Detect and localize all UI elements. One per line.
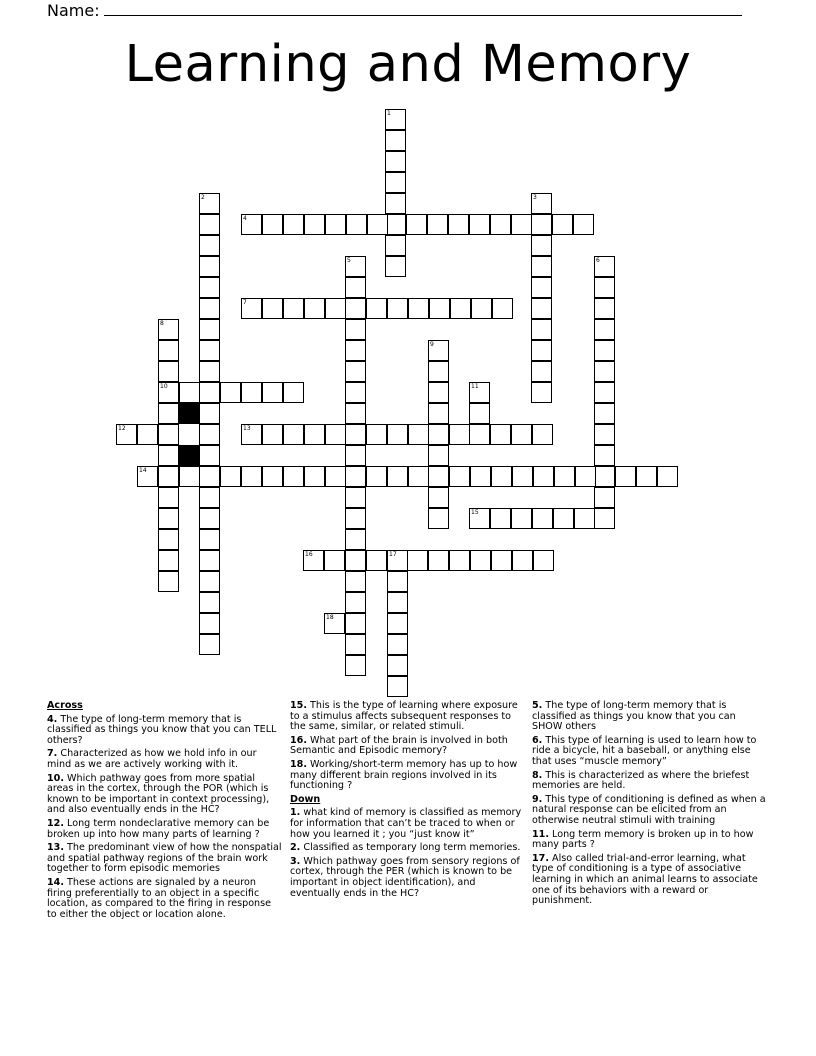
clue-number-label: 8. bbox=[532, 769, 543, 781]
grid-cell[interactable] bbox=[158, 529, 179, 550]
clue-number-label: 2. bbox=[290, 842, 301, 854]
grid-cell[interactable] bbox=[345, 487, 366, 508]
grid-cell[interactable] bbox=[427, 214, 448, 235]
grid-cell[interactable] bbox=[158, 466, 179, 487]
grid-cell[interactable] bbox=[346, 214, 367, 235]
grid-cell[interactable] bbox=[199, 403, 220, 424]
clue bbox=[532, 854, 768, 907]
clue-number: 11 bbox=[471, 383, 479, 390]
name-underline[interactable] bbox=[104, 0, 742, 16]
grid-cell[interactable] bbox=[325, 298, 346, 319]
clue-number-label: 9. bbox=[532, 793, 543, 805]
grid-cell[interactable] bbox=[304, 214, 325, 235]
grid-cell[interactable] bbox=[199, 277, 220, 298]
grid-cell[interactable] bbox=[345, 424, 366, 445]
clue bbox=[532, 736, 768, 768]
grid-cell[interactable] bbox=[469, 214, 490, 235]
clue-text: Working/short-term memory has up to how many different brain regions involved in its functioning ? bbox=[290, 758, 518, 792]
grid-cell[interactable] bbox=[116, 424, 137, 445]
grid-cell[interactable] bbox=[449, 550, 470, 571]
grid-cell[interactable] bbox=[552, 214, 573, 235]
grid-cell[interactable] bbox=[345, 571, 366, 592]
grid-cell[interactable] bbox=[199, 508, 220, 529]
clues-column-1 bbox=[47, 701, 283, 923]
grid-cell[interactable] bbox=[345, 529, 366, 550]
grid-cell[interactable] bbox=[345, 550, 366, 571]
grid-cell[interactable] bbox=[283, 466, 304, 487]
grid-cell[interactable] bbox=[594, 298, 615, 319]
grid-cell[interactable] bbox=[345, 403, 366, 424]
grid-cell[interactable] bbox=[158, 508, 179, 529]
grid-cell[interactable] bbox=[345, 634, 366, 655]
clue bbox=[290, 760, 526, 792]
clue bbox=[47, 774, 283, 816]
grid-cell[interactable] bbox=[262, 214, 283, 235]
grid-cell[interactable] bbox=[385, 256, 406, 277]
grid-cell[interactable] bbox=[325, 466, 346, 487]
grid-cell[interactable] bbox=[594, 508, 615, 529]
grid-cell[interactable] bbox=[428, 424, 449, 445]
clue bbox=[47, 843, 283, 875]
clue-number-label: 12. bbox=[47, 817, 64, 829]
clue bbox=[290, 808, 526, 840]
clue-number-label: 5. bbox=[532, 700, 543, 711]
clue-text: Which pathway goes from more spatial areas in the cortex, through the POR (which is known to be important in context processing), and also eventually ends in the HC? bbox=[47, 772, 270, 816]
grid-cell[interactable] bbox=[345, 508, 366, 529]
grid-cell[interactable] bbox=[387, 298, 408, 319]
clue-text: This is the type of learning where exposure to a stimulus affects subsequent responses to the same, similar, or related stimuli. bbox=[290, 700, 518, 733]
clue-number: 6 bbox=[596, 257, 600, 264]
grid-cell[interactable] bbox=[199, 319, 220, 340]
grid-cell[interactable] bbox=[594, 487, 615, 508]
clue-text: Which pathway goes from sensory regions of cortex, through the PER (which is known to be important in object identification), and eventually ends in the HC? bbox=[290, 855, 520, 899]
grid-cell[interactable] bbox=[325, 424, 346, 445]
grid-cell[interactable] bbox=[199, 298, 220, 319]
grid-cell[interactable] bbox=[531, 340, 552, 361]
grid-cell[interactable] bbox=[469, 508, 490, 529]
clue bbox=[532, 830, 768, 851]
grid-cell[interactable] bbox=[387, 592, 408, 613]
grid-cell[interactable] bbox=[158, 424, 179, 445]
grid-cell[interactable] bbox=[531, 361, 552, 382]
grid-cell[interactable] bbox=[470, 550, 491, 571]
grid-cell[interactable] bbox=[533, 466, 554, 487]
clue-number-label: 18. bbox=[290, 758, 307, 770]
grid-cell[interactable] bbox=[345, 466, 366, 487]
grid-cell[interactable] bbox=[345, 592, 366, 613]
clue-number-label: 15. bbox=[290, 700, 307, 711]
grid-cell[interactable] bbox=[304, 298, 325, 319]
grid-cell[interactable] bbox=[304, 424, 325, 445]
clue-number: 10 bbox=[160, 383, 168, 390]
grid-cell[interactable] bbox=[406, 214, 427, 235]
grid-cell[interactable] bbox=[531, 382, 552, 403]
grid-cell[interactable] bbox=[179, 466, 200, 487]
grid-cell[interactable] bbox=[407, 550, 428, 571]
grid-cell[interactable] bbox=[636, 466, 657, 487]
grid-cell[interactable] bbox=[594, 403, 615, 424]
grid-cell[interactable] bbox=[532, 424, 553, 445]
grid-cell[interactable] bbox=[366, 424, 387, 445]
grid-cell[interactable] bbox=[428, 550, 449, 571]
grid-cell[interactable] bbox=[241, 424, 262, 445]
grid-cell[interactable] bbox=[428, 508, 449, 529]
grid-cell[interactable] bbox=[491, 466, 512, 487]
grid-cell[interactable] bbox=[428, 445, 449, 466]
grid-cell[interactable] bbox=[428, 382, 449, 403]
grid-cell[interactable] bbox=[366, 298, 387, 319]
clue bbox=[532, 701, 768, 733]
grid-cell[interactable] bbox=[387, 676, 408, 697]
grid-cell[interactable] bbox=[137, 466, 158, 487]
clue-number-label: 6. bbox=[532, 734, 543, 746]
clue-text: Also called trial-and-error learning, what type of conditioning is a type of associative learning in which an animal learns to associate one of its behaviors with a reward or punishment. bbox=[532, 852, 758, 907]
clue-number-label: 16. bbox=[290, 734, 307, 746]
grid-cell[interactable] bbox=[469, 403, 490, 424]
grid-cell[interactable] bbox=[531, 256, 552, 277]
grid-cell[interactable] bbox=[158, 403, 179, 424]
clue-section-heading: Down bbox=[290, 793, 321, 805]
grid-cell[interactable] bbox=[385, 235, 406, 256]
clue-text: These actions are signaled by a neuron firing preferentially to an object in a specific location, as compared to the firing in response to either the object or location alone. bbox=[47, 876, 272, 920]
grid-cell[interactable] bbox=[345, 256, 366, 277]
grid-cell[interactable] bbox=[387, 466, 408, 487]
grid-cell[interactable] bbox=[199, 592, 220, 613]
grid-cell[interactable] bbox=[283, 424, 304, 445]
grid-cell[interactable] bbox=[615, 466, 636, 487]
grid-cell[interactable] bbox=[594, 319, 615, 340]
grid-cell[interactable] bbox=[408, 424, 429, 445]
grid-cell[interactable] bbox=[283, 214, 304, 235]
grid-cell[interactable] bbox=[594, 466, 615, 487]
clue-text: This is characterized as where the briefest memories are held. bbox=[532, 769, 750, 792]
grid-cell[interactable] bbox=[448, 214, 469, 235]
clue-number-label: 17. bbox=[532, 852, 549, 864]
grid-cell[interactable] bbox=[449, 466, 470, 487]
grid-cell[interactable] bbox=[241, 298, 262, 319]
grid-cell[interactable] bbox=[385, 109, 406, 130]
grid-cell[interactable] bbox=[594, 340, 615, 361]
grid-cell[interactable] bbox=[533, 550, 554, 571]
clue-number: 12 bbox=[118, 425, 126, 432]
grid-cell[interactable] bbox=[262, 466, 283, 487]
clues-column-3 bbox=[532, 701, 768, 910]
grid-cell[interactable] bbox=[345, 655, 366, 676]
grid-cell[interactable] bbox=[137, 424, 158, 445]
grid-cell[interactable] bbox=[199, 550, 220, 571]
grid-cell[interactable] bbox=[531, 319, 552, 340]
clue-text: what kind of memory is classified as memory for information that can’t be traced to when or how you learned it ; you “just know it” bbox=[290, 807, 522, 840]
grid-cell[interactable] bbox=[511, 214, 532, 235]
grid-cell[interactable] bbox=[199, 466, 220, 487]
grid-cell[interactable] bbox=[385, 151, 406, 172]
clue-text: Long term memory is broken up in to how many parts ? bbox=[532, 828, 754, 851]
clue-text: This type of learning is used to learn how to ride a bicycle, hit a baseball, or anything else that uses “muscle memory” bbox=[532, 734, 757, 767]
grid-cell[interactable] bbox=[158, 361, 179, 382]
grid-cell[interactable] bbox=[241, 382, 262, 403]
grid-cell[interactable] bbox=[199, 235, 220, 256]
clue-number: 3 bbox=[533, 194, 537, 201]
grid-cell[interactable] bbox=[428, 361, 449, 382]
clue-text: Characterized as how we hold info in our mind as we are actively working with it. bbox=[47, 748, 257, 770]
grid-cell[interactable] bbox=[179, 382, 200, 403]
clue-number: 8 bbox=[160, 320, 164, 327]
grid-cell[interactable] bbox=[304, 466, 325, 487]
grid-cell[interactable] bbox=[158, 550, 179, 571]
grid-cell[interactable] bbox=[345, 319, 366, 340]
clue-text: The type of long-term memory that is classified as things you know that you can SHOW others bbox=[532, 700, 736, 733]
grid-cell[interactable] bbox=[387, 613, 408, 634]
grid-cell[interactable] bbox=[303, 550, 324, 571]
grid-cell[interactable] bbox=[492, 298, 513, 319]
grid-cell[interactable] bbox=[345, 613, 366, 634]
grid-cell[interactable] bbox=[573, 214, 594, 235]
clue bbox=[532, 771, 768, 792]
grid-cell[interactable] bbox=[199, 613, 220, 634]
grid-cell[interactable] bbox=[385, 130, 406, 151]
grid-cell[interactable] bbox=[325, 214, 346, 235]
clue-number-label: 4. bbox=[47, 713, 58, 725]
grid-cell[interactable] bbox=[158, 487, 179, 508]
grid-cell[interactable] bbox=[429, 298, 450, 319]
grid-cell[interactable] bbox=[594, 277, 615, 298]
grid-cell[interactable] bbox=[594, 382, 615, 403]
clue-number: 2 bbox=[201, 194, 205, 201]
grid-cell[interactable] bbox=[324, 613, 345, 634]
grid-cell[interactable] bbox=[531, 235, 552, 256]
grid-cell[interactable] bbox=[408, 466, 429, 487]
grid-cell[interactable] bbox=[241, 214, 262, 235]
clue bbox=[290, 857, 526, 899]
grid-cell[interactable] bbox=[471, 298, 492, 319]
grid-cell[interactable] bbox=[158, 340, 179, 361]
grid-cell[interactable] bbox=[345, 361, 366, 382]
grid-cell[interactable] bbox=[532, 508, 553, 529]
blocked-cell bbox=[179, 403, 200, 424]
grid-cell[interactable] bbox=[324, 550, 345, 571]
grid-cell[interactable] bbox=[199, 487, 220, 508]
clue-number: 16 bbox=[305, 551, 313, 558]
clue-number: 14 bbox=[139, 467, 147, 474]
clue bbox=[290, 736, 526, 757]
grid-cell[interactable] bbox=[345, 445, 366, 466]
clue bbox=[290, 843, 526, 854]
grid-cell[interactable] bbox=[387, 634, 408, 655]
grid-cell[interactable] bbox=[220, 466, 241, 487]
grid-cell[interactable] bbox=[553, 508, 574, 529]
grid-cell[interactable] bbox=[512, 550, 533, 571]
grid-cell[interactable] bbox=[283, 298, 304, 319]
clue bbox=[47, 819, 283, 840]
clue-text: What part of the brain is involved in both Semantic and Episodic memory? bbox=[290, 734, 508, 757]
grid-cell[interactable] bbox=[490, 424, 511, 445]
grid-cell[interactable] bbox=[385, 172, 406, 193]
grid-cell[interactable] bbox=[158, 445, 179, 466]
clue bbox=[47, 715, 283, 747]
grid-cell[interactable] bbox=[199, 340, 220, 361]
grid-cell[interactable] bbox=[511, 508, 532, 529]
clue-number-label: 13. bbox=[47, 842, 64, 854]
grid-cell[interactable] bbox=[574, 508, 595, 529]
grid-cell[interactable] bbox=[490, 508, 511, 529]
grid-cell[interactable] bbox=[366, 550, 387, 571]
clue-text: The predominant view of how the nonspatial and spatial pathway regions of the brain work together to form episodic memories bbox=[47, 842, 282, 875]
name-field[interactable] bbox=[47, 0, 742, 21]
grid-cell[interactable] bbox=[199, 193, 220, 214]
grid-cell[interactable] bbox=[512, 466, 533, 487]
grid-cell[interactable] bbox=[450, 298, 471, 319]
clue bbox=[47, 749, 283, 770]
name-label: Name: bbox=[47, 1, 100, 20]
grid-cell[interactable] bbox=[470, 466, 491, 487]
grid-cell[interactable] bbox=[199, 214, 220, 235]
clue-section-heading: Across bbox=[47, 700, 83, 711]
clue-text: Long term nondeclarative memory can be broken up into how many parts of learning ? bbox=[47, 817, 270, 840]
grid-cell[interactable] bbox=[490, 214, 511, 235]
grid-cell[interactable] bbox=[199, 424, 220, 445]
clue bbox=[532, 795, 768, 827]
grid-cell[interactable] bbox=[199, 256, 220, 277]
grid-cell[interactable] bbox=[554, 466, 575, 487]
grid-cell[interactable] bbox=[199, 634, 220, 655]
grid-cell[interactable] bbox=[199, 382, 220, 403]
grid-cell[interactable] bbox=[367, 214, 388, 235]
grid-cell[interactable] bbox=[345, 382, 366, 403]
grid-cell[interactable] bbox=[262, 424, 283, 445]
grid-cell[interactable] bbox=[345, 340, 366, 361]
grid-cell[interactable] bbox=[511, 424, 532, 445]
grid-cell[interactable] bbox=[199, 571, 220, 592]
grid-cell[interactable] bbox=[428, 403, 449, 424]
grid-cell[interactable] bbox=[158, 382, 179, 403]
grid-cell[interactable] bbox=[575, 466, 596, 487]
grid-cell[interactable] bbox=[428, 340, 449, 361]
grid-cell[interactable] bbox=[387, 550, 408, 571]
clues-column-2 bbox=[290, 701, 526, 902]
grid-cell[interactable] bbox=[199, 529, 220, 550]
grid-cell[interactable] bbox=[449, 424, 470, 445]
grid-cell[interactable] bbox=[387, 655, 408, 676]
grid-cell[interactable] bbox=[199, 445, 220, 466]
grid-cell[interactable] bbox=[220, 382, 241, 403]
grid-cell[interactable] bbox=[262, 298, 283, 319]
grid-cell[interactable] bbox=[345, 277, 366, 298]
grid-cell[interactable] bbox=[594, 256, 615, 277]
clue-number-label: 7. bbox=[47, 748, 58, 760]
clue bbox=[290, 701, 526, 733]
grid-cell[interactable] bbox=[366, 466, 387, 487]
clue-number-label: 11. bbox=[532, 828, 549, 840]
grid-cell[interactable] bbox=[428, 487, 449, 508]
grid-cell[interactable] bbox=[531, 193, 552, 214]
grid-cell[interactable] bbox=[199, 361, 220, 382]
clue bbox=[47, 878, 283, 920]
grid-cell[interactable] bbox=[158, 571, 179, 592]
clue-number: 5 bbox=[347, 257, 351, 264]
grid-cell[interactable] bbox=[158, 319, 179, 340]
grid-cell[interactable] bbox=[387, 424, 408, 445]
clue-number-label: 3. bbox=[290, 855, 301, 867]
grid-cell[interactable] bbox=[531, 214, 552, 235]
grid-cell[interactable] bbox=[657, 466, 678, 487]
grid-cell[interactable] bbox=[408, 298, 429, 319]
clue-number-label: 14. bbox=[47, 876, 64, 888]
grid-cell[interactable] bbox=[469, 382, 490, 403]
grid-cell[interactable] bbox=[594, 361, 615, 382]
grid-cell[interactable] bbox=[385, 214, 406, 235]
clue-number-label: 10. bbox=[47, 772, 64, 784]
blocked-cell bbox=[179, 445, 200, 466]
clue-number: 7 bbox=[243, 299, 247, 306]
grid-cell[interactable] bbox=[469, 424, 490, 445]
grid-cell[interactable] bbox=[283, 382, 304, 403]
grid-cell[interactable] bbox=[345, 298, 366, 319]
grid-cell[interactable] bbox=[262, 382, 283, 403]
grid-cell[interactable] bbox=[531, 298, 552, 319]
clue-number: 15 bbox=[471, 509, 479, 516]
grid-cell[interactable] bbox=[428, 466, 449, 487]
page-title: Learning and Memory bbox=[124, 35, 692, 94]
clue-number: 17 bbox=[389, 551, 397, 558]
clue-text: This type of conditioning is defined as when a natural response can be elicited from an otherwise neutral stimuli with training bbox=[532, 793, 766, 826]
grid-cell[interactable] bbox=[531, 277, 552, 298]
clue-number: 4 bbox=[243, 215, 247, 222]
clue-number-label: 1. bbox=[290, 807, 301, 819]
grid-cell[interactable] bbox=[594, 445, 615, 466]
clue-number: 18 bbox=[326, 614, 334, 621]
clue-text: The type of long-term memory that is classified as things you know that you can TELL others? bbox=[47, 713, 277, 746]
clue-text: Classified as temporary long term memories. bbox=[300, 842, 521, 854]
grid-cell[interactable] bbox=[491, 550, 512, 571]
grid-cell[interactable] bbox=[387, 571, 408, 592]
clue-number: 9 bbox=[430, 341, 434, 348]
grid-cell[interactable] bbox=[594, 424, 615, 445]
grid-cell[interactable] bbox=[241, 466, 262, 487]
clue-number: 1 bbox=[387, 110, 391, 117]
grid-cell[interactable] bbox=[385, 193, 406, 214]
clue-number: 13 bbox=[243, 425, 251, 432]
